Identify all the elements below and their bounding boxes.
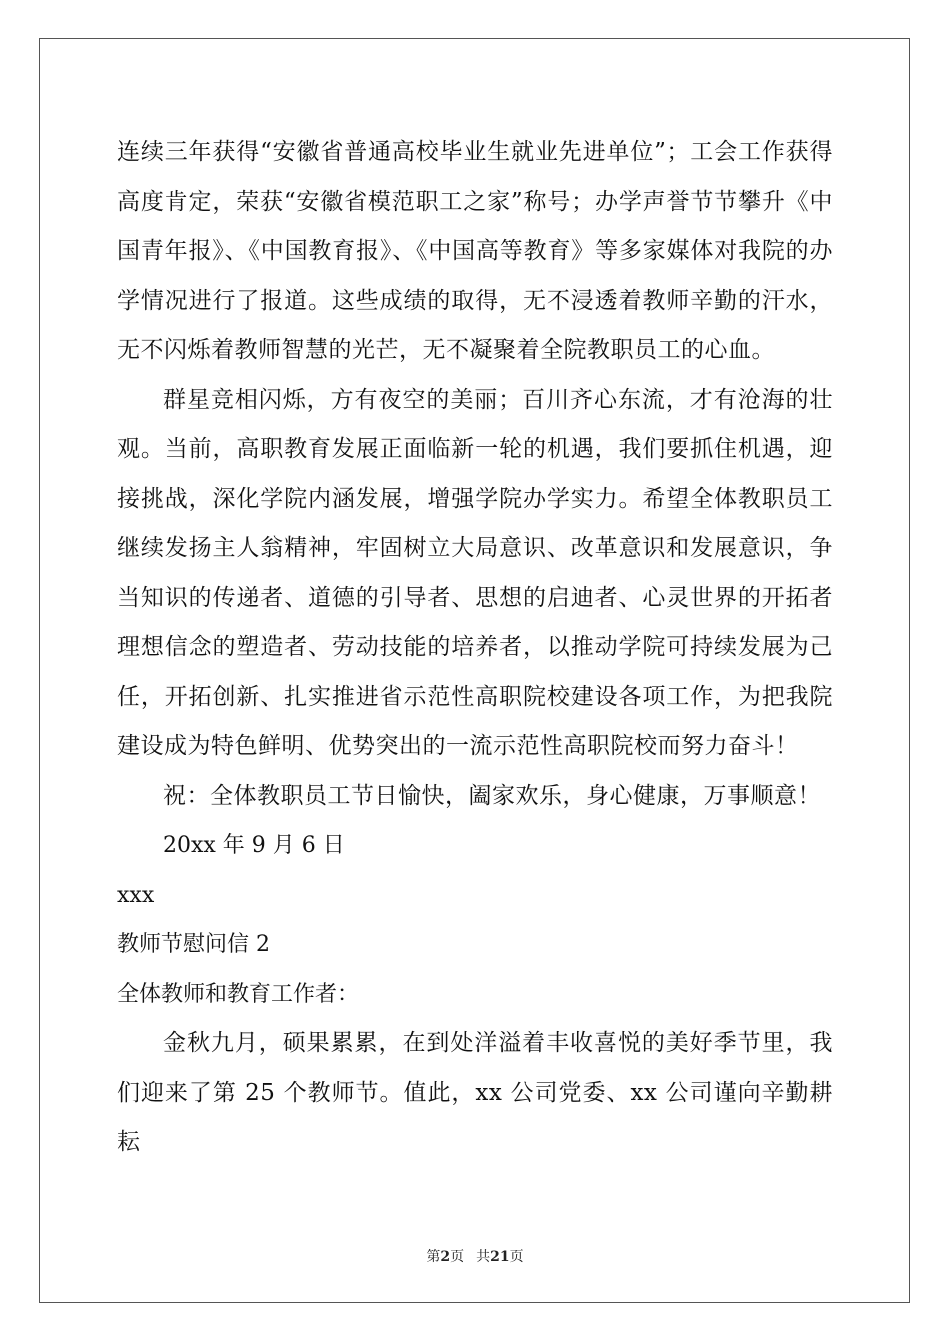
letter-title: 教师节慰问信 2 (117, 932, 270, 957)
letter-date: 20xx 年 9 月 6 日 (163, 833, 345, 858)
total-pages: 21 (490, 1249, 510, 1265)
document-body (117, 128, 833, 1168)
total-suffix: 页 (509, 1249, 524, 1265)
paragraph-wishes: 祝：全体教职员工节日愉快，阖家欢乐，身心健康，万事顺意！ (163, 782, 821, 809)
page-footer (0, 1246, 950, 1266)
total-prefix: 共 (476, 1249, 491, 1265)
paragraph-outlook: 群星竞相闪烁，方有夜空的美丽；百川齐心东流，才有沧海的壮观。当前，高职教育发展正面临新一轮的机遇，我们要抓住机遇，迎接挑战，深化学院内涵发展，增强学院办学实力。希望全体教职员工继续发扬主人翁精神，牢固树立大局意识、改革意识和发展意识，争当知识的传递者、道德的引导者、思想的启迪者、心灵世界的开拓者理想信念的塑造者、劳动技能的培养者，以推动学院可持续发展为己任，开拓创新、扎实推进省示范性高职院校建设各项工作，为把我院建设成为特色鲜明、优势突出的一流示范性高职院校而努力奋斗！ (117, 386, 833, 759)
page-prefix: 第 (426, 1249, 441, 1265)
letter-signature: xxx (117, 882, 155, 908)
paragraph-opening: 金秋九月，硕果累累，在到处洋溢着丰收喜悦的美好季节里，我们迎来了第 25 个教师节。值此，xx 公司党委、xx 公司谨向辛勤耕耘 (117, 1030, 833, 1155)
page-suffix: 页 (450, 1249, 465, 1265)
letter-salutation: 全体教师和教育工作者： (117, 981, 360, 1007)
paragraph-achievements: 连续三年获得“安徽省普通高校毕业生就业先进单位”；工会工作获得高度肯定，荣获“安徽省模范职工之家”称号；办学声誉节节攀升《中国青年报》、《中国教育报》、《中国高等教育》等多家媒体对我院的办学情况进行了报道。这些成绩的取得，无不浸透着教师辛勤的汗水，无不闪烁着教师智慧的光芒，无不凝聚着全院教职员工的心血。 (117, 139, 833, 363)
page-number: 2 (440, 1249, 451, 1265)
